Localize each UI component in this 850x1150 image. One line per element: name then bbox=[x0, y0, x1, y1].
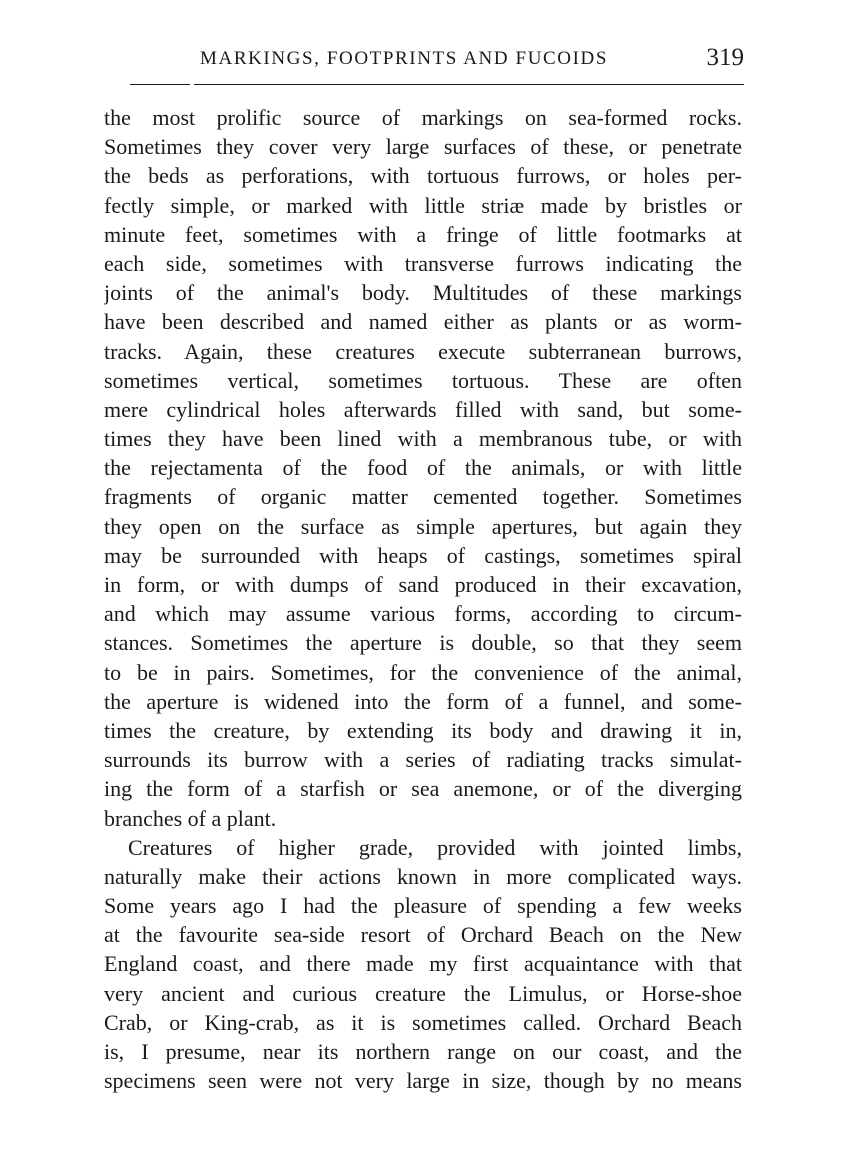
text-line: Crab, or King-crab, as it is sometimes called. Orchard Beach bbox=[104, 1009, 742, 1035]
text-line: each side, sometimes with transverse furrows indicating the bbox=[104, 250, 742, 276]
header-rule-right bbox=[194, 84, 744, 85]
text-line: times the creature, by extending its body and drawing it in, bbox=[104, 717, 742, 743]
paragraph-start-line: Creatures of higher grade, provided with jointed limbs, bbox=[128, 834, 742, 860]
text-line: is, I presume, near its northern range on our coast, and the bbox=[104, 1039, 742, 1064]
text-line: and which may assume various forms, according to circum- bbox=[104, 601, 742, 627]
text-line: have been described and named either as plants or as worm- bbox=[104, 309, 742, 335]
text-line: Sometimes they cover very large surfaces of these, or penetrate bbox=[104, 134, 742, 160]
text-line: England coast, and there made my first acquaintance with that bbox=[104, 951, 742, 977]
paragraph-end-line: branches of a plant. bbox=[104, 805, 277, 831]
text-line: the beds as perforations, with tortuous furrows, or holes per- bbox=[104, 163, 742, 189]
text-line: mere cylindrical holes afterwards filled with sand, but some- bbox=[104, 396, 742, 422]
text-line: tracks. Again, these creatures execute subterranean burrows, bbox=[104, 338, 742, 364]
text-line: at the favourite sea-side resort of Orchard Beach on the New bbox=[104, 922, 742, 948]
text-line: to be in pairs. Sometimes, for the convenience of the animal, bbox=[104, 659, 742, 685]
page-number: 319 bbox=[706, 44, 744, 71]
text-line: the most prolific source of markings on sea-formed rocks. bbox=[104, 105, 742, 130]
running-head bbox=[104, 44, 744, 78]
text-line: joints of the animal's body. Multitudes of these markings bbox=[104, 280, 742, 306]
text-line: stances. Sometimes the aperture is double, so that they seem bbox=[104, 630, 742, 656]
text-line: sometimes vertical, sometimes tortuous. These are often bbox=[104, 367, 742, 393]
text-line: Some years ago I had the pleasure of spending a few weeks bbox=[104, 893, 742, 919]
text-line: ing the form of a starfish or sea anemone, or of the diverging bbox=[104, 776, 742, 802]
text-line: very ancient and curious creature the Limulus, or Horse-shoe bbox=[104, 980, 742, 1006]
text-line: in form, or with dumps of sand produced in their excavation, bbox=[104, 572, 742, 597]
text-line: fragments of organic matter cemented together. Sometimes bbox=[104, 484, 742, 510]
text-line: may be surrounded with heaps of castings, sometimes spiral bbox=[104, 542, 742, 568]
text-line: naturally make their actions known in more complicated ways. bbox=[104, 863, 742, 889]
text-line: times they have been lined with a membranous tube, or with bbox=[104, 426, 742, 452]
text-line: surrounds its burrow with a series of radiating tracks simulat- bbox=[104, 747, 742, 773]
running-title: MARKINGS, FOOTPRINTS AND FUCOIDS bbox=[200, 48, 609, 69]
text-line: the aperture is widened into the form of a funnel, and some- bbox=[104, 688, 742, 714]
text-line: they open on the surface as simple apertures, but again they bbox=[104, 513, 742, 539]
text-line: fectly simple, or marked with little striæ made by bristles or bbox=[104, 192, 742, 218]
header-rule-left bbox=[130, 84, 190, 85]
text-line: the rejectamenta of the food of the animals, or with little bbox=[104, 455, 742, 481]
text-line: specimens seen were not very large in size, though by no means bbox=[104, 1068, 742, 1094]
text-line: minute feet, sometimes with a fringe of little footmarks at bbox=[104, 221, 742, 247]
body-text bbox=[104, 103, 742, 1095]
